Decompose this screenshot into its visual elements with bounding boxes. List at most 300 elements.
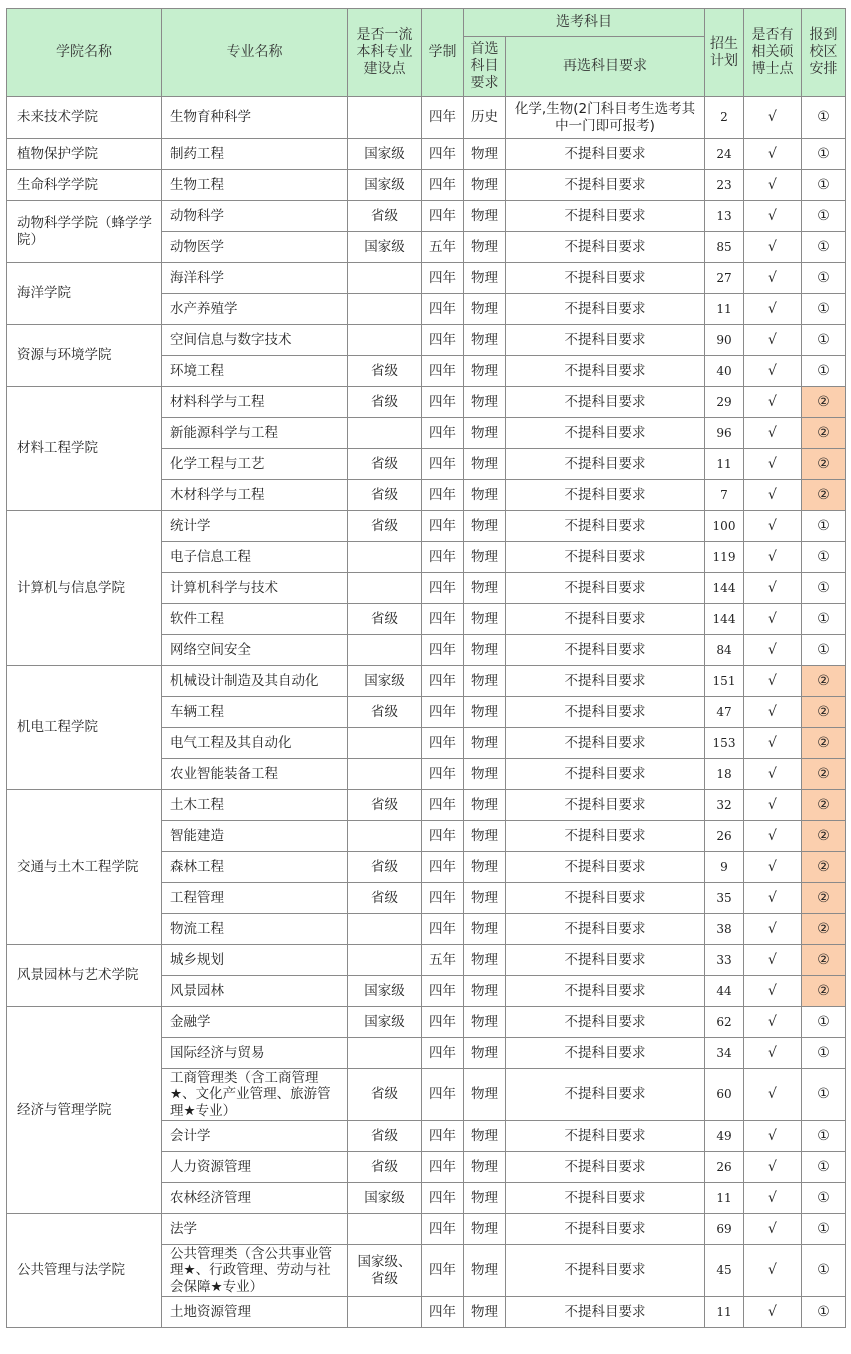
first-subject-cell: 物理 [464,976,506,1007]
first-subject-cell: 物理 [464,511,506,542]
plan-cell: 18 [705,759,744,790]
campus-cell: ① [802,1007,846,1038]
first-class-cell [348,97,422,139]
re-subject-cell: 不提科目要求 [506,480,705,511]
years-cell: 四年 [422,418,464,449]
first-subject-cell: 物理 [464,263,506,294]
major-cell: 工商管理类（含工商管理★、文化产业管理、旅游管理★专业） [162,1069,348,1121]
re-subject-cell: 不提科目要求 [506,325,705,356]
campus-cell: ① [802,325,846,356]
phd-check-cell: √ [744,883,802,914]
first-class-cell [348,418,422,449]
major-cell: 城乡规划 [162,945,348,976]
table-row [7,511,846,542]
first-class-cell: 省级 [348,852,422,883]
first-subject-cell: 物理 [464,1214,506,1245]
campus-cell: ② [802,480,846,511]
phd-check-cell: √ [744,449,802,480]
major-cell: 电气工程及其自动化 [162,728,348,759]
re-subject-cell: 不提科目要求 [506,449,705,480]
plan-cell: 153 [705,728,744,759]
campus-cell: ② [802,821,846,852]
first-class-cell: 省级 [348,883,422,914]
plan-cell: 144 [705,604,744,635]
table-row [7,790,846,821]
first-class-cell: 国家级 [348,170,422,201]
first-subject-cell: 物理 [464,883,506,914]
table-row [7,170,846,201]
re-subject-cell: 不提科目要求 [506,263,705,294]
table-row [7,263,846,294]
re-subject-cell: 不提科目要求 [506,728,705,759]
re-subject-cell: 不提科目要求 [506,945,705,976]
table-row [7,945,846,976]
header-subjects-group: 选考科目 [464,9,705,37]
first-class-cell [348,728,422,759]
plan-cell: 26 [705,1152,744,1183]
first-subject-cell: 物理 [464,666,506,697]
major-cell: 新能源科学与工程 [162,418,348,449]
major-cell: 法学 [162,1214,348,1245]
years-cell: 四年 [422,1007,464,1038]
phd-check-cell: √ [744,201,802,232]
college-cell: 计算机与信息学院 [7,511,162,666]
campus-cell: ① [802,356,846,387]
first-class-cell: 国家级、省级 [348,1245,422,1297]
campus-cell: ② [802,883,846,914]
first-class-cell [348,1214,422,1245]
re-subject-cell: 不提科目要求 [506,139,705,170]
re-subject-cell: 不提科目要求 [506,1183,705,1214]
first-subject-cell: 物理 [464,1121,506,1152]
plan-cell: 40 [705,356,744,387]
plan-cell: 96 [705,418,744,449]
first-subject-cell: 物理 [464,759,506,790]
phd-check-cell: √ [744,1038,802,1069]
years-cell: 四年 [422,139,464,170]
re-subject-cell: 不提科目要求 [506,790,705,821]
years-cell: 四年 [422,511,464,542]
college-cell: 植物保护学院 [7,139,162,170]
re-subject-cell: 不提科目要求 [506,1297,705,1328]
first-class-cell [348,945,422,976]
first-subject-cell: 物理 [464,1183,506,1214]
re-subject-cell: 化学,生物(2门科目考生选考其中一门即可报考) [506,97,705,139]
phd-check-cell: √ [744,542,802,573]
re-subject-cell: 不提科目要求 [506,1245,705,1297]
major-cell: 电子信息工程 [162,542,348,573]
plan-cell: 90 [705,325,744,356]
plan-cell: 13 [705,201,744,232]
first-subject-cell: 物理 [464,852,506,883]
years-cell: 四年 [422,325,464,356]
major-cell: 国际经济与贸易 [162,1038,348,1069]
campus-cell: ① [802,1245,846,1297]
campus-cell: ② [802,852,846,883]
campus-cell: ① [802,201,846,232]
first-class-cell [348,325,422,356]
first-class-cell [348,821,422,852]
years-cell: 四年 [422,883,464,914]
campus-cell: ① [802,232,846,263]
years-cell: 四年 [422,263,464,294]
phd-check-cell: √ [744,1183,802,1214]
campus-cell: ① [802,263,846,294]
re-subject-cell: 不提科目要求 [506,1214,705,1245]
re-subject-cell: 不提科目要求 [506,883,705,914]
years-cell: 四年 [422,697,464,728]
major-cell: 生物育种科学 [162,97,348,139]
campus-cell: ② [802,666,846,697]
table-body [7,97,846,1328]
first-subject-cell: 物理 [464,945,506,976]
major-cell: 动物医学 [162,232,348,263]
years-cell: 五年 [422,232,464,263]
plan-cell: 27 [705,263,744,294]
plan-cell: 32 [705,790,744,821]
table-row [7,325,846,356]
phd-check-cell: √ [744,170,802,201]
re-subject-cell: 不提科目要求 [506,666,705,697]
phd-check-cell: √ [744,325,802,356]
years-cell: 四年 [422,480,464,511]
campus-cell: ② [802,697,846,728]
college-cell: 未来技术学院 [7,97,162,139]
phd-check-cell: √ [744,914,802,945]
first-class-cell: 省级 [348,201,422,232]
campus-cell: ① [802,1038,846,1069]
table-header [7,9,846,97]
phd-check-cell: √ [744,263,802,294]
major-cell: 人力资源管理 [162,1152,348,1183]
major-cell: 机械设计制造及其自动化 [162,666,348,697]
plan-cell: 23 [705,170,744,201]
plan-cell: 84 [705,635,744,666]
phd-check-cell: √ [744,821,802,852]
re-subject-cell: 不提科目要求 [506,170,705,201]
phd-check-cell: √ [744,511,802,542]
college-cell: 海洋学院 [7,263,162,325]
major-cell: 生物工程 [162,170,348,201]
major-cell: 海洋科学 [162,263,348,294]
major-cell: 会计学 [162,1121,348,1152]
header-re-subject: 再选科目要求 [506,37,705,97]
plan-cell: 24 [705,139,744,170]
plan-cell: 11 [705,294,744,325]
first-class-cell: 省级 [348,604,422,635]
years-cell: 四年 [422,604,464,635]
first-subject-cell: 物理 [464,1007,506,1038]
campus-cell: ② [802,914,846,945]
table-row [7,139,846,170]
header-college: 学院名称 [7,9,162,97]
plan-cell: 29 [705,387,744,418]
re-subject-cell: 不提科目要求 [506,511,705,542]
first-class-cell [348,759,422,790]
years-cell: 四年 [422,573,464,604]
phd-check-cell: √ [744,1297,802,1328]
major-cell: 动物科学 [162,201,348,232]
years-cell: 四年 [422,759,464,790]
phd-check-cell: √ [744,697,802,728]
major-cell: 计算机科学与技术 [162,573,348,604]
campus-cell: ① [802,1121,846,1152]
re-subject-cell: 不提科目要求 [506,914,705,945]
years-cell: 四年 [422,1069,464,1121]
major-cell: 软件工程 [162,604,348,635]
plan-cell: 144 [705,573,744,604]
first-subject-cell: 物理 [464,728,506,759]
first-class-cell: 省级 [348,511,422,542]
first-subject-cell: 物理 [464,387,506,418]
years-cell: 四年 [422,356,464,387]
years-cell: 五年 [422,945,464,976]
plan-cell: 11 [705,449,744,480]
plan-cell: 11 [705,1183,744,1214]
header-major: 专业名称 [162,9,348,97]
campus-cell: ① [802,573,846,604]
major-cell: 统计学 [162,511,348,542]
re-subject-cell: 不提科目要求 [506,759,705,790]
table-row [7,1007,846,1038]
phd-check-cell: √ [744,759,802,790]
re-subject-cell: 不提科目要求 [506,1121,705,1152]
first-class-cell [348,542,422,573]
first-subject-cell: 物理 [464,914,506,945]
re-subject-cell: 不提科目要求 [506,1038,705,1069]
phd-check-cell: √ [744,1007,802,1038]
major-cell: 水产养殖学 [162,294,348,325]
first-class-cell: 省级 [348,697,422,728]
first-subject-cell: 历史 [464,97,506,139]
first-class-cell: 国家级 [348,232,422,263]
first-subject-cell: 物理 [464,635,506,666]
first-class-cell: 国家级 [348,1007,422,1038]
first-class-cell: 省级 [348,387,422,418]
re-subject-cell: 不提科目要求 [506,1069,705,1121]
campus-cell: ① [802,97,846,139]
first-class-cell: 省级 [348,449,422,480]
major-cell: 智能建造 [162,821,348,852]
first-class-cell: 省级 [348,356,422,387]
plan-cell: 44 [705,976,744,1007]
phd-check-cell: √ [744,387,802,418]
first-subject-cell: 物理 [464,325,506,356]
table-row [7,201,846,232]
phd-check-cell: √ [744,480,802,511]
first-subject-cell: 物理 [464,356,506,387]
first-class-cell: 省级 [348,1121,422,1152]
first-class-cell: 省级 [348,790,422,821]
phd-check-cell: √ [744,573,802,604]
header-years: 学制 [422,9,464,97]
phd-check-cell: √ [744,232,802,263]
table-row [7,666,846,697]
years-cell: 四年 [422,294,464,325]
campus-cell: ① [802,1183,846,1214]
college-cell: 资源与环境学院 [7,325,162,387]
plan-cell: 60 [705,1069,744,1121]
plan-cell: 45 [705,1245,744,1297]
years-cell: 四年 [422,170,464,201]
phd-check-cell: √ [744,1121,802,1152]
re-subject-cell: 不提科目要求 [506,821,705,852]
campus-cell: ② [802,728,846,759]
first-class-cell: 国家级 [348,139,422,170]
table-row [7,97,846,139]
re-subject-cell: 不提科目要求 [506,542,705,573]
years-cell: 四年 [422,1214,464,1245]
plan-cell: 7 [705,480,744,511]
plan-cell: 49 [705,1121,744,1152]
re-subject-cell: 不提科目要求 [506,418,705,449]
plan-cell: 100 [705,511,744,542]
plan-cell: 9 [705,852,744,883]
college-cell: 动物科学学院（蜂学学院） [7,201,162,263]
header-first-subject: 首选科目要求 [464,37,506,97]
re-subject-cell: 不提科目要求 [506,294,705,325]
major-cell: 制药工程 [162,139,348,170]
years-cell: 四年 [422,1121,464,1152]
re-subject-cell: 不提科目要求 [506,852,705,883]
first-subject-cell: 物理 [464,480,506,511]
first-subject-cell: 物理 [464,821,506,852]
phd-check-cell: √ [744,139,802,170]
campus-cell: ① [802,542,846,573]
major-cell: 空间信息与数字技术 [162,325,348,356]
years-cell: 四年 [422,821,464,852]
campus-cell: ① [802,635,846,666]
re-subject-cell: 不提科目要求 [506,604,705,635]
campus-cell: ② [802,387,846,418]
plan-cell: 119 [705,542,744,573]
years-cell: 四年 [422,387,464,418]
re-subject-cell: 不提科目要求 [506,573,705,604]
campus-cell: ② [802,759,846,790]
phd-check-cell: √ [744,1152,802,1183]
college-cell: 材料工程学院 [7,387,162,511]
plan-cell: 62 [705,1007,744,1038]
first-subject-cell: 物理 [464,201,506,232]
phd-check-cell: √ [744,356,802,387]
college-cell: 机电工程学院 [7,666,162,790]
first-subject-cell: 物理 [464,418,506,449]
plan-cell: 47 [705,697,744,728]
first-class-cell [348,635,422,666]
first-class-cell: 国家级 [348,976,422,1007]
phd-check-cell: √ [744,294,802,325]
years-cell: 四年 [422,542,464,573]
first-class-cell [348,263,422,294]
plan-cell: 34 [705,1038,744,1069]
years-cell: 四年 [422,1245,464,1297]
campus-cell: ② [802,418,846,449]
years-cell: 四年 [422,1183,464,1214]
phd-check-cell: √ [744,1069,802,1121]
first-subject-cell: 物理 [464,449,506,480]
major-cell: 材料科学与工程 [162,387,348,418]
years-cell: 四年 [422,201,464,232]
re-subject-cell: 不提科目要求 [506,232,705,263]
first-subject-cell: 物理 [464,604,506,635]
major-cell: 风景园林 [162,976,348,1007]
major-cell: 工程管理 [162,883,348,914]
re-subject-cell: 不提科目要求 [506,356,705,387]
major-cell: 物流工程 [162,914,348,945]
years-cell: 四年 [422,728,464,759]
plan-cell: 2 [705,97,744,139]
years-cell: 四年 [422,666,464,697]
campus-cell: ① [802,1297,846,1328]
phd-check-cell: √ [744,97,802,139]
major-cell: 化学工程与工艺 [162,449,348,480]
first-class-cell: 省级 [348,1069,422,1121]
phd-check-cell: √ [744,635,802,666]
campus-cell: ② [802,976,846,1007]
phd-check-cell: √ [744,418,802,449]
years-cell: 四年 [422,449,464,480]
campus-cell: ① [802,170,846,201]
phd-check-cell: √ [744,1214,802,1245]
plan-cell: 151 [705,666,744,697]
first-class-cell: 省级 [348,480,422,511]
first-subject-cell: 物理 [464,1038,506,1069]
campus-cell: ① [802,1152,846,1183]
first-class-cell [348,1038,422,1069]
college-cell: 交通与土木工程学院 [7,790,162,945]
campus-cell: ② [802,790,846,821]
re-subject-cell: 不提科目要求 [506,697,705,728]
plan-cell: 38 [705,914,744,945]
plan-cell: 69 [705,1214,744,1245]
first-class-cell: 国家级 [348,666,422,697]
major-cell: 农业智能装备工程 [162,759,348,790]
college-cell: 公共管理与法学院 [7,1214,162,1328]
phd-check-cell: √ [744,728,802,759]
college-cell: 生命科学学院 [7,170,162,201]
major-cell: 网络空间安全 [162,635,348,666]
re-subject-cell: 不提科目要求 [506,1007,705,1038]
first-subject-cell: 物理 [464,542,506,573]
enrollment-table [6,8,846,1328]
plan-cell: 85 [705,232,744,263]
first-subject-cell: 物理 [464,790,506,821]
years-cell: 四年 [422,1038,464,1069]
first-class-cell [348,1297,422,1328]
re-subject-cell: 不提科目要求 [506,976,705,1007]
major-cell: 公共管理类（含公共事业管理★、行政管理、劳动与社会保障★专业） [162,1245,348,1297]
first-subject-cell: 物理 [464,1152,506,1183]
re-subject-cell: 不提科目要求 [506,201,705,232]
first-class-cell: 省级 [348,1152,422,1183]
re-subject-cell: 不提科目要求 [506,635,705,666]
major-cell: 车辆工程 [162,697,348,728]
phd-check-cell: √ [744,1245,802,1297]
header-plan: 招生计划 [705,9,744,97]
years-cell: 四年 [422,1297,464,1328]
table-row [7,1214,846,1245]
phd-check-cell: √ [744,976,802,1007]
re-subject-cell: 不提科目要求 [506,387,705,418]
phd-check-cell: √ [744,604,802,635]
first-class-cell: 国家级 [348,1183,422,1214]
first-subject-cell: 物理 [464,294,506,325]
first-subject-cell: 物理 [464,1297,506,1328]
first-subject-cell: 物理 [464,697,506,728]
first-class-cell [348,914,422,945]
plan-cell: 11 [705,1297,744,1328]
first-class-cell [348,573,422,604]
